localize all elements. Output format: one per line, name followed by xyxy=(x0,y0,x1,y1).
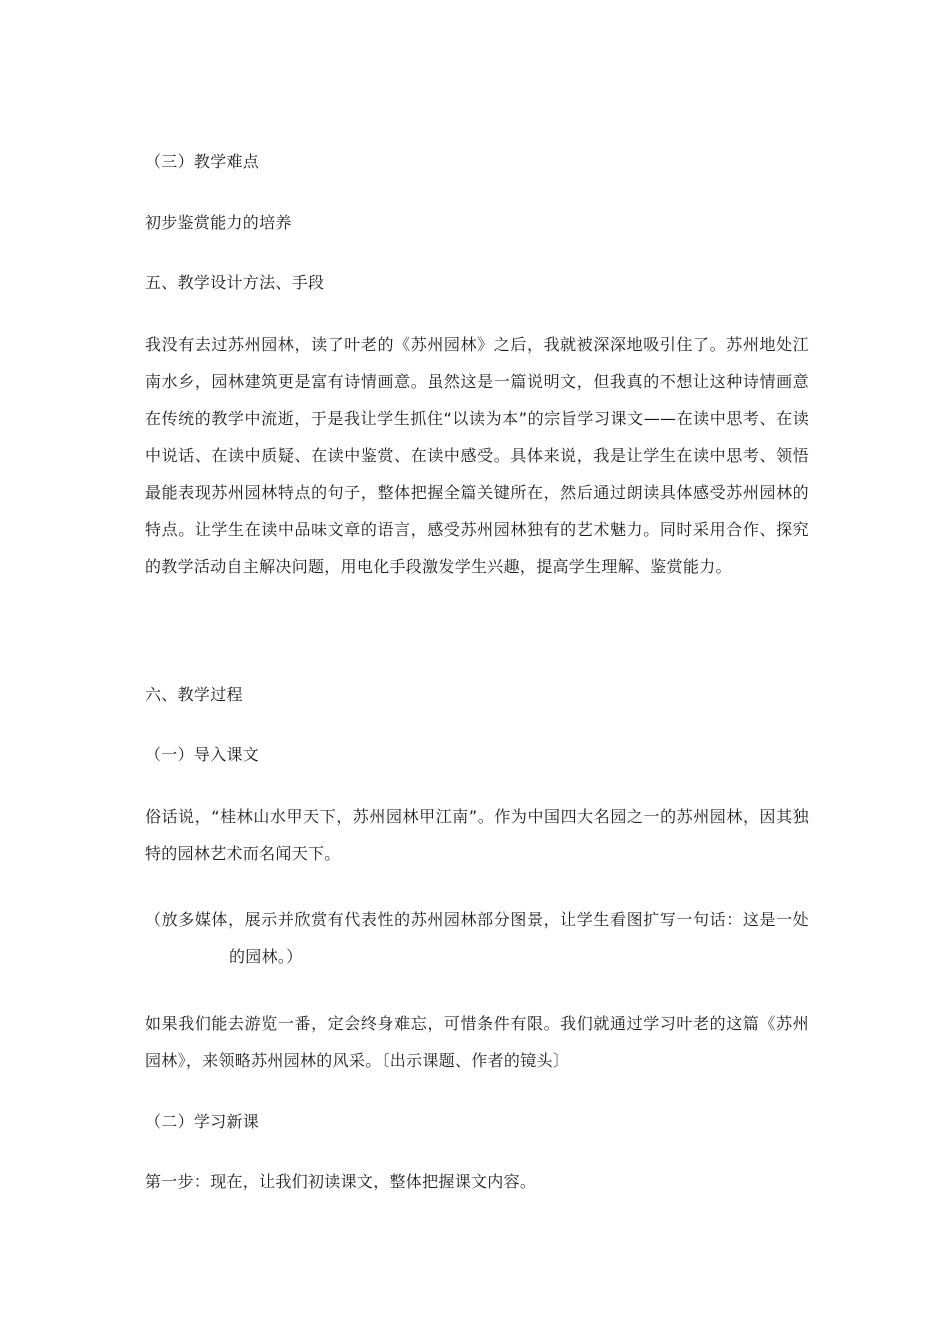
step-one-text: 第一步：现在，让我们初读课文，整体把握课文内容。 xyxy=(145,1172,537,1191)
methods-paragraph: 我没有去过苏州园林，读了叶老的《苏州园林》之后，我就被深深地吸引住了。苏州地处江南水乡，园林建筑更是富有诗情画意。虽然这是一篇说明文，但我真的不想让这种诗情画意在传统的教学中流逝，于是我让学生抓住“以读为本”的宗旨学习课文——在读中思考、在读中说话、在读中质疑、在读中鉴赏、在读中感受。具体来说，我是让学生在读中思考、领悟最能表现苏州园林特点的句子，整体把握全篇关键所在，然后通过朗读具体感受苏州园林的特点。让学生在读中品味文章的语言，感受苏州园林独有的艺术魅力。同时采用合作、探究的教学活动自主解决问题，用电化手段激发学生兴趣，提高学生理解、鉴赏能力。 xyxy=(145,335,809,576)
heading-new-lesson: （二）学习新课 xyxy=(145,1112,260,1131)
intro-paragraph: 俗话说，“桂林山水甲天下，苏州园林甲江南”。作为中国四大名园之一的苏州园林，因其独特的园林艺术而名闻天下。 xyxy=(145,807,809,863)
media-instruction-text: （放多媒体，展示并欣赏有代表性的苏州园林部分图景，让学生看图扩写一句话：这是一处 xyxy=(145,910,809,929)
media-instruction-end: 的园林。） xyxy=(229,947,303,966)
heading-introduction: （一）导入课文 xyxy=(145,745,260,764)
media-instruction-paragraph xyxy=(145,901,809,975)
heading-teaching-difficulty: （三）教学难点 xyxy=(145,152,260,171)
tour-paragraph: 如果我们能去游览一番，定会终身难忘，可惜条件有限。我们就通过学习叶老的这篇《苏州园林》，来领略苏州园林的风采。〔出示课题、作者的镜头〕 xyxy=(145,1014,809,1070)
heading-design-methods: 五、教学设计方法、手段 xyxy=(145,273,325,292)
heading-teaching-process: 六、教学过程 xyxy=(145,685,243,704)
difficulty-text: 初步鉴赏能力的培养 xyxy=(145,213,292,232)
